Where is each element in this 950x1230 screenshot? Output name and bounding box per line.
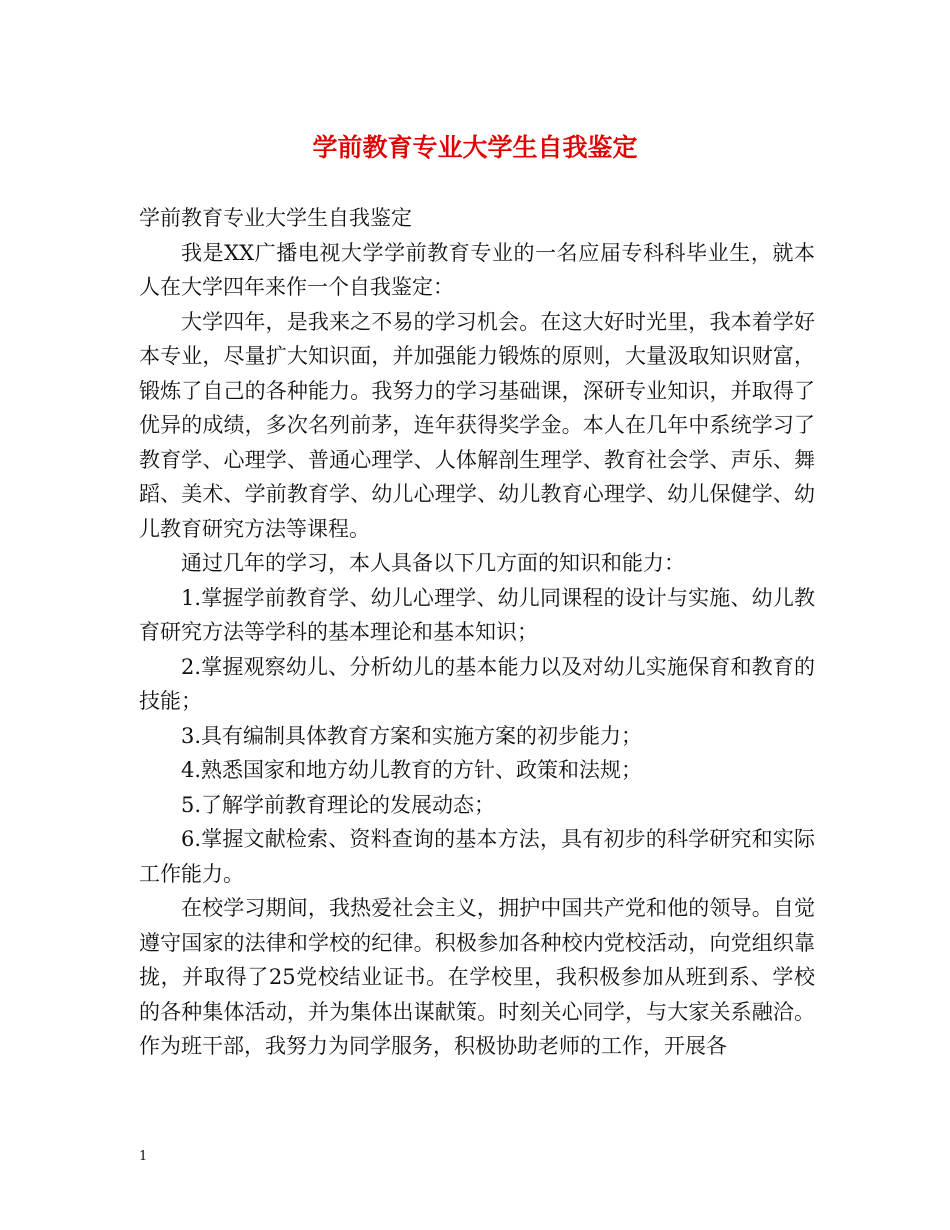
list-item-6: 6.掌握文献检索、资料查询的基本方法，具有初步的科学研究和实际工作能力。: [139, 827, 815, 886]
paragraph-heading: 学前教育专业大学生自我鉴定: [139, 206, 412, 230]
page-number: 1: [139, 1149, 148, 1164]
list-item-1: 1.掌握学前教育学、幼儿心理学、幼儿同课程的设计与实施、幼儿教育研究方法等学科的基本理论和基本知识；: [139, 585, 815, 644]
paragraph-study: 大学四年，是我来之不易的学习机会。在这大好时光里，我本着学好本专业，尽量扩大知识面，并加强能力锻炼的原则，大量汲取知识财富，锻炼了自己的各种能力。我努力的学习基础课，深研专业知识，并取得了优异的成绩，多次名列前茅，连年获得奖学金。本人在几年中系统学习了教育学、心理学、普通心理学、人体解剖生理学、教育社会学、声乐、舞蹈、美术、学前教育学、幼儿心理学、幼儿教育心理学、幼儿保健学、幼儿教育研究方法等课程。: [139, 309, 815, 541]
list-item-5: 5.了解学前教育理论的发展动态；: [181, 792, 496, 817]
list-item-2: 2.掌握观察幼儿、分析幼儿的基本能力以及对幼儿实施保育和教育的技能；: [139, 654, 815, 713]
document-body: [139, 201, 815, 1064]
paragraph-abilities-intro: 通过几年的学习，本人具备以下几方面的知识和能力：: [181, 551, 685, 575]
paragraph-intro: 我是XX广播电视大学学前教育专业的一名应届专科科毕业生，就本人在大学四年来作一个自我鉴定：: [139, 240, 815, 299]
document-title: 学前教育专业大学生自我鉴定: [312, 133, 638, 162]
list-item-3: 3.具有编制具体教育方案和实施方案的初步能力；: [181, 723, 643, 748]
list-item-4: 4.熟悉国家和地方幼儿教育的方针、政策和法规；: [181, 758, 643, 782]
paragraph-school-life: 在校学习期间，我热爱社会主义，拥护中国共产党和他的领导。自觉遵守国家的法律和学校的纪律。积极参加各种校内党校活动，向党组织靠拢，并取得了25党校结业证书。在学校里，我积极参加从班到系、学校的各种集体活动，并为集体出谋献策。时刻关心同学，与大家关系融洽。作为班干部，我努力为同学服务，积极协助老师的工作，开展各: [139, 896, 815, 1058]
